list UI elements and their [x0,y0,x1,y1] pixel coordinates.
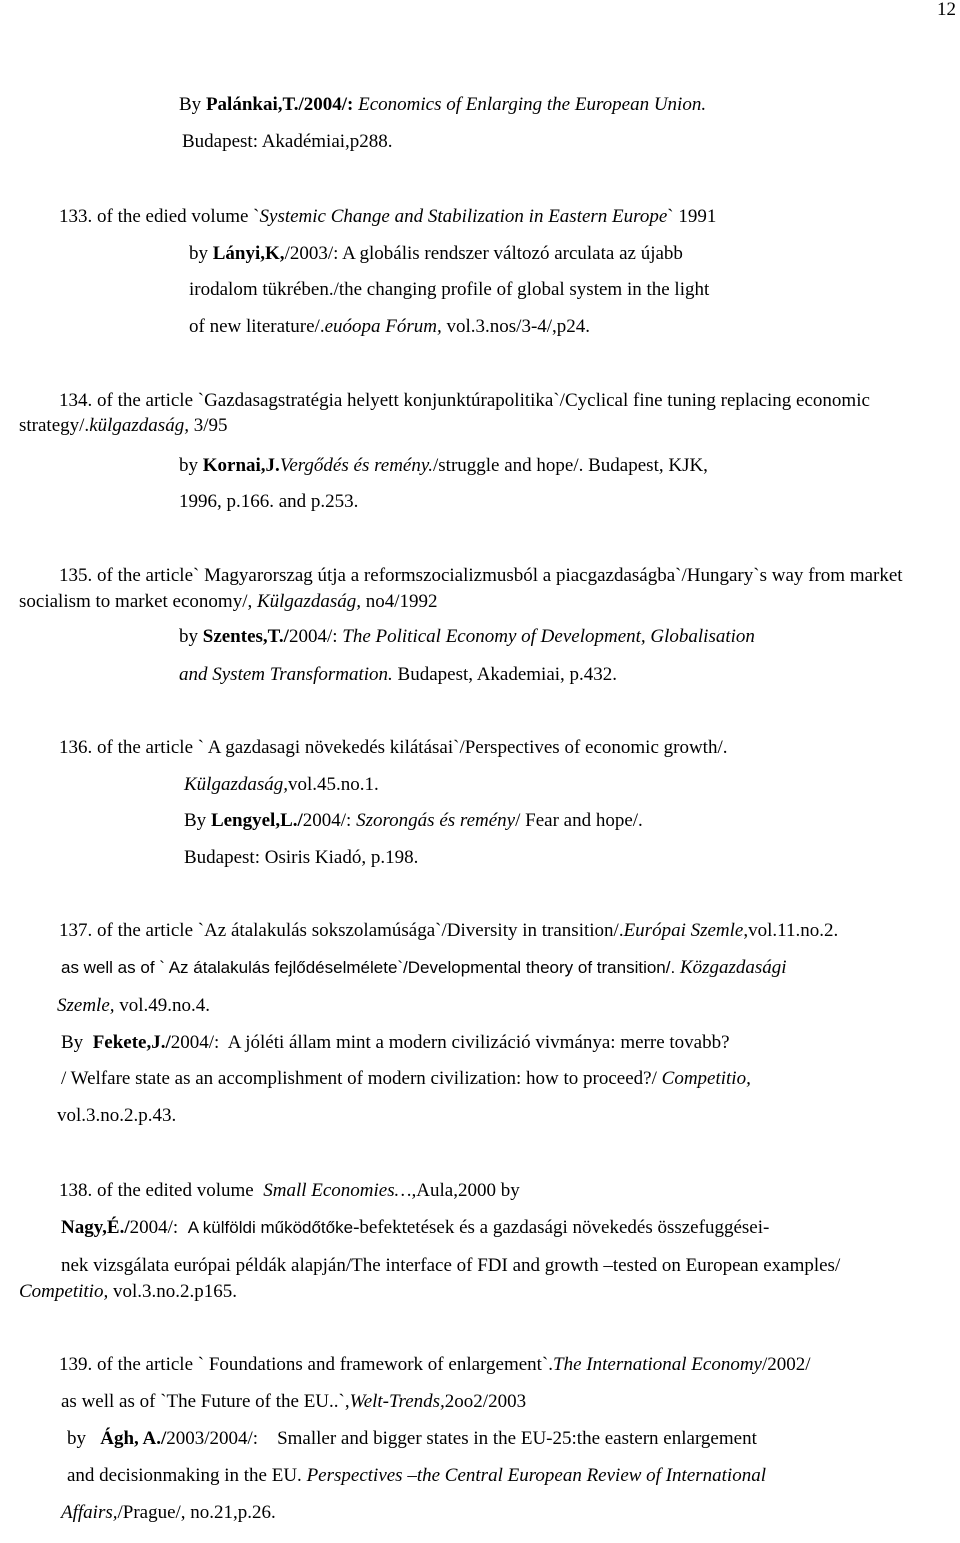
reference-text: ` 1991 [667,206,717,227]
entry-line [170,297,591,337]
entry-line [40,901,839,941]
entry-line [38,1086,177,1126]
publication-title: Vergődés és remény. [279,455,433,476]
reference-text: / Fear and hope/. [515,810,643,831]
publication-title: Economics of Enlarging the European Union. [353,94,707,115]
reference-text: of the edied volume ` [92,206,260,227]
entry-line [40,371,870,411]
entry-line [170,224,683,264]
reference-text: vol.3.no.2.p.43. [57,1105,177,1126]
journal-title: Közgazdasági [679,957,787,978]
reference-text: By [179,94,206,115]
publication-title: and System Transformation. [179,664,393,685]
publication-title: The Political Economy of Development, Globalisation [342,626,755,647]
author-name: Palánkai,T./2004/: [205,94,354,115]
entry-line [160,75,707,115]
reference-text: socialism to market economy/, [19,591,257,612]
entry-line [40,718,728,758]
entry-line [163,112,393,152]
entry-number: 137. [59,920,93,941]
reference-text: ,vol.11.no.2. [743,920,839,941]
reference-text: vol.45.no.1. [288,774,379,795]
journal-title: Competitio, [661,1068,751,1089]
reference-text: of new literature/. [189,316,325,337]
author-name: Kornai,J. [202,455,280,476]
journal-title: Competitio, [19,1281,109,1302]
entry-line [40,546,903,586]
entry-line [165,791,643,831]
reference-text: irodalom tükrében./the changing profile of global system in the light [189,279,710,300]
entry-line [42,1372,527,1412]
journal-title: The International Economy [553,1354,762,1375]
entry-number: 139. [59,1354,93,1375]
reference-text: /Prague/, no.21,p.26. [117,1502,276,1523]
entry-line [160,436,708,476]
entry-line [42,1483,276,1523]
entry-line [42,1198,770,1238]
reference-text: 2004/: [129,1217,188,1238]
reference-text: strategy/. [19,415,90,436]
reference-text: 2004/: [288,626,343,647]
entry-line [42,1049,751,1089]
entry-line [40,1161,520,1201]
reference-text: by [67,1428,101,1449]
reference-text: 2004/: A jóléti állam mint a modern civilizáció vivmánya: merre tovabb? [170,1032,730,1053]
journal-title: Külgazdaság, [184,774,288,795]
entry-line [38,976,211,1016]
entry-line [160,645,618,685]
author-name: Nagy,É./ [61,1217,130,1238]
entry-number: 134. [59,390,93,411]
reference-text: vol.49.no.4. [114,995,211,1016]
journal-title: euóopa Fórum, [324,316,442,337]
entry-line [160,472,359,512]
journal-title: Európai Szemle [623,920,744,941]
journal-title: Szemle, [57,995,115,1016]
publication-title: Small Economies…, [263,1180,417,1201]
journal-title: Affairs, [61,1502,118,1523]
entry-number: 135. [59,565,93,586]
entry-line [42,938,787,978]
journal-title: külgazdaság, [89,415,189,436]
entry-number: 133. [59,206,93,227]
reference-text: /2002/ [762,1354,811,1375]
reference-text: nek vizsgálata európai példák alapján/The interface of FDI and growth –tested on European examples/ [61,1255,841,1276]
reference-text: Budapest: Osiris Kiadó, p.198. [184,847,419,868]
reference-text: 2003/2004/: Smaller and bigger states in the EU-25:the eastern enlargement [166,1428,757,1449]
author-name: Lengyel,L./ [210,810,303,831]
reference-text: / Welfare state as an accomplishment of modern civilization: how to proceed?/ [61,1068,662,1089]
entry-line [165,755,379,795]
reference-text: Budapest, Akademiai, p.432. [392,664,618,685]
reference-text: of the article `Az átalakulás sokszolamúsága`/Diversity in transition/. [92,920,624,941]
reference-text: By [61,1032,93,1053]
entry-line [170,260,710,300]
reference-text: by [179,455,203,476]
entry-line [48,1409,757,1449]
reference-text: and decisionmaking in the EU. [67,1465,307,1486]
entry-line [0,572,438,612]
reference-text: 3/95 [188,415,228,436]
reference-text: of the article `Gazdasagstratégia helyett konjunktúrapolitika`/Cyclical fine tuning replacing economic [92,390,870,411]
reference-text: vol.3.no.2.p165. [108,1281,237,1302]
reference-text: 2oo2/2003 [444,1391,527,1412]
entry-line [0,396,228,436]
author-name: Szentes,T./ [202,626,289,647]
author-name: Fekete,J./ [92,1032,171,1053]
reference-text: A külföldi működőtőke [187,1218,354,1237]
entry-number: 138. [59,1180,93,1201]
reference-text: of the article` Magyarorszag útja a reformszocializmusból a piacgazdaságba`/Hungary`s way from market [92,565,903,586]
publication-title: Szorongás és remény [356,810,516,831]
entry-line [42,1236,841,1276]
reference-text: of the article ` Foundations and framework of enlargement`. [92,1354,554,1375]
reference-text: 2004/: [302,810,357,831]
journal-title: Perspectives –the Central European Review of International [306,1465,766,1486]
author-name: Lányi,K, [212,243,285,264]
author-name: Ágh, A./ [100,1428,167,1449]
entry-line [48,1446,766,1486]
entry-line [165,828,419,868]
reference-text: as well as of ` Az átalakulás fejlődéselmélete`/Developmental theory of transition/. [61,958,680,977]
reference-text: of the article ` A gazdasagi növekedés kilátásai`/Perspectives of economic growth/. [92,737,728,758]
reference-text: of the edited volume [92,1180,264,1201]
entry-number: 136. [59,737,93,758]
reference-text: vol.3.nos/3-4/,p24. [441,316,591,337]
reference-text: /struggle and hope/. Budapest, KJK, [433,455,708,476]
journal-title: Külgazdaság, [256,591,361,612]
reference-text: no4/1992 [360,591,438,612]
publication-title: Systemic Change and Stabilization in Eastern Europe [259,206,668,227]
entry-line [40,1335,811,1375]
page-number: 12 [937,0,956,20]
reference-text: Budapest: Akadémiai,p288. [182,131,393,152]
entry-line [0,1262,237,1302]
reference-text: by [189,243,213,264]
entry-line [42,1013,730,1053]
reference-text: Aula,2000 by [416,1180,520,1201]
reference-text: as well as of `The Future of the EU..`, [61,1391,350,1412]
entry-line [40,187,717,227]
reference-text: /2003/: A globális rendszer változó arculata az újabb [284,243,683,264]
reference-text: 1996, p.166. and p.253. [179,491,359,512]
reference-text: by [179,626,203,647]
entry-line [160,607,755,647]
reference-text: By [184,810,211,831]
journal-title: Welt-Trends, [349,1391,445,1412]
reference-text: -befektetések és a gazdasági növekedés összefuggései- [353,1217,770,1238]
